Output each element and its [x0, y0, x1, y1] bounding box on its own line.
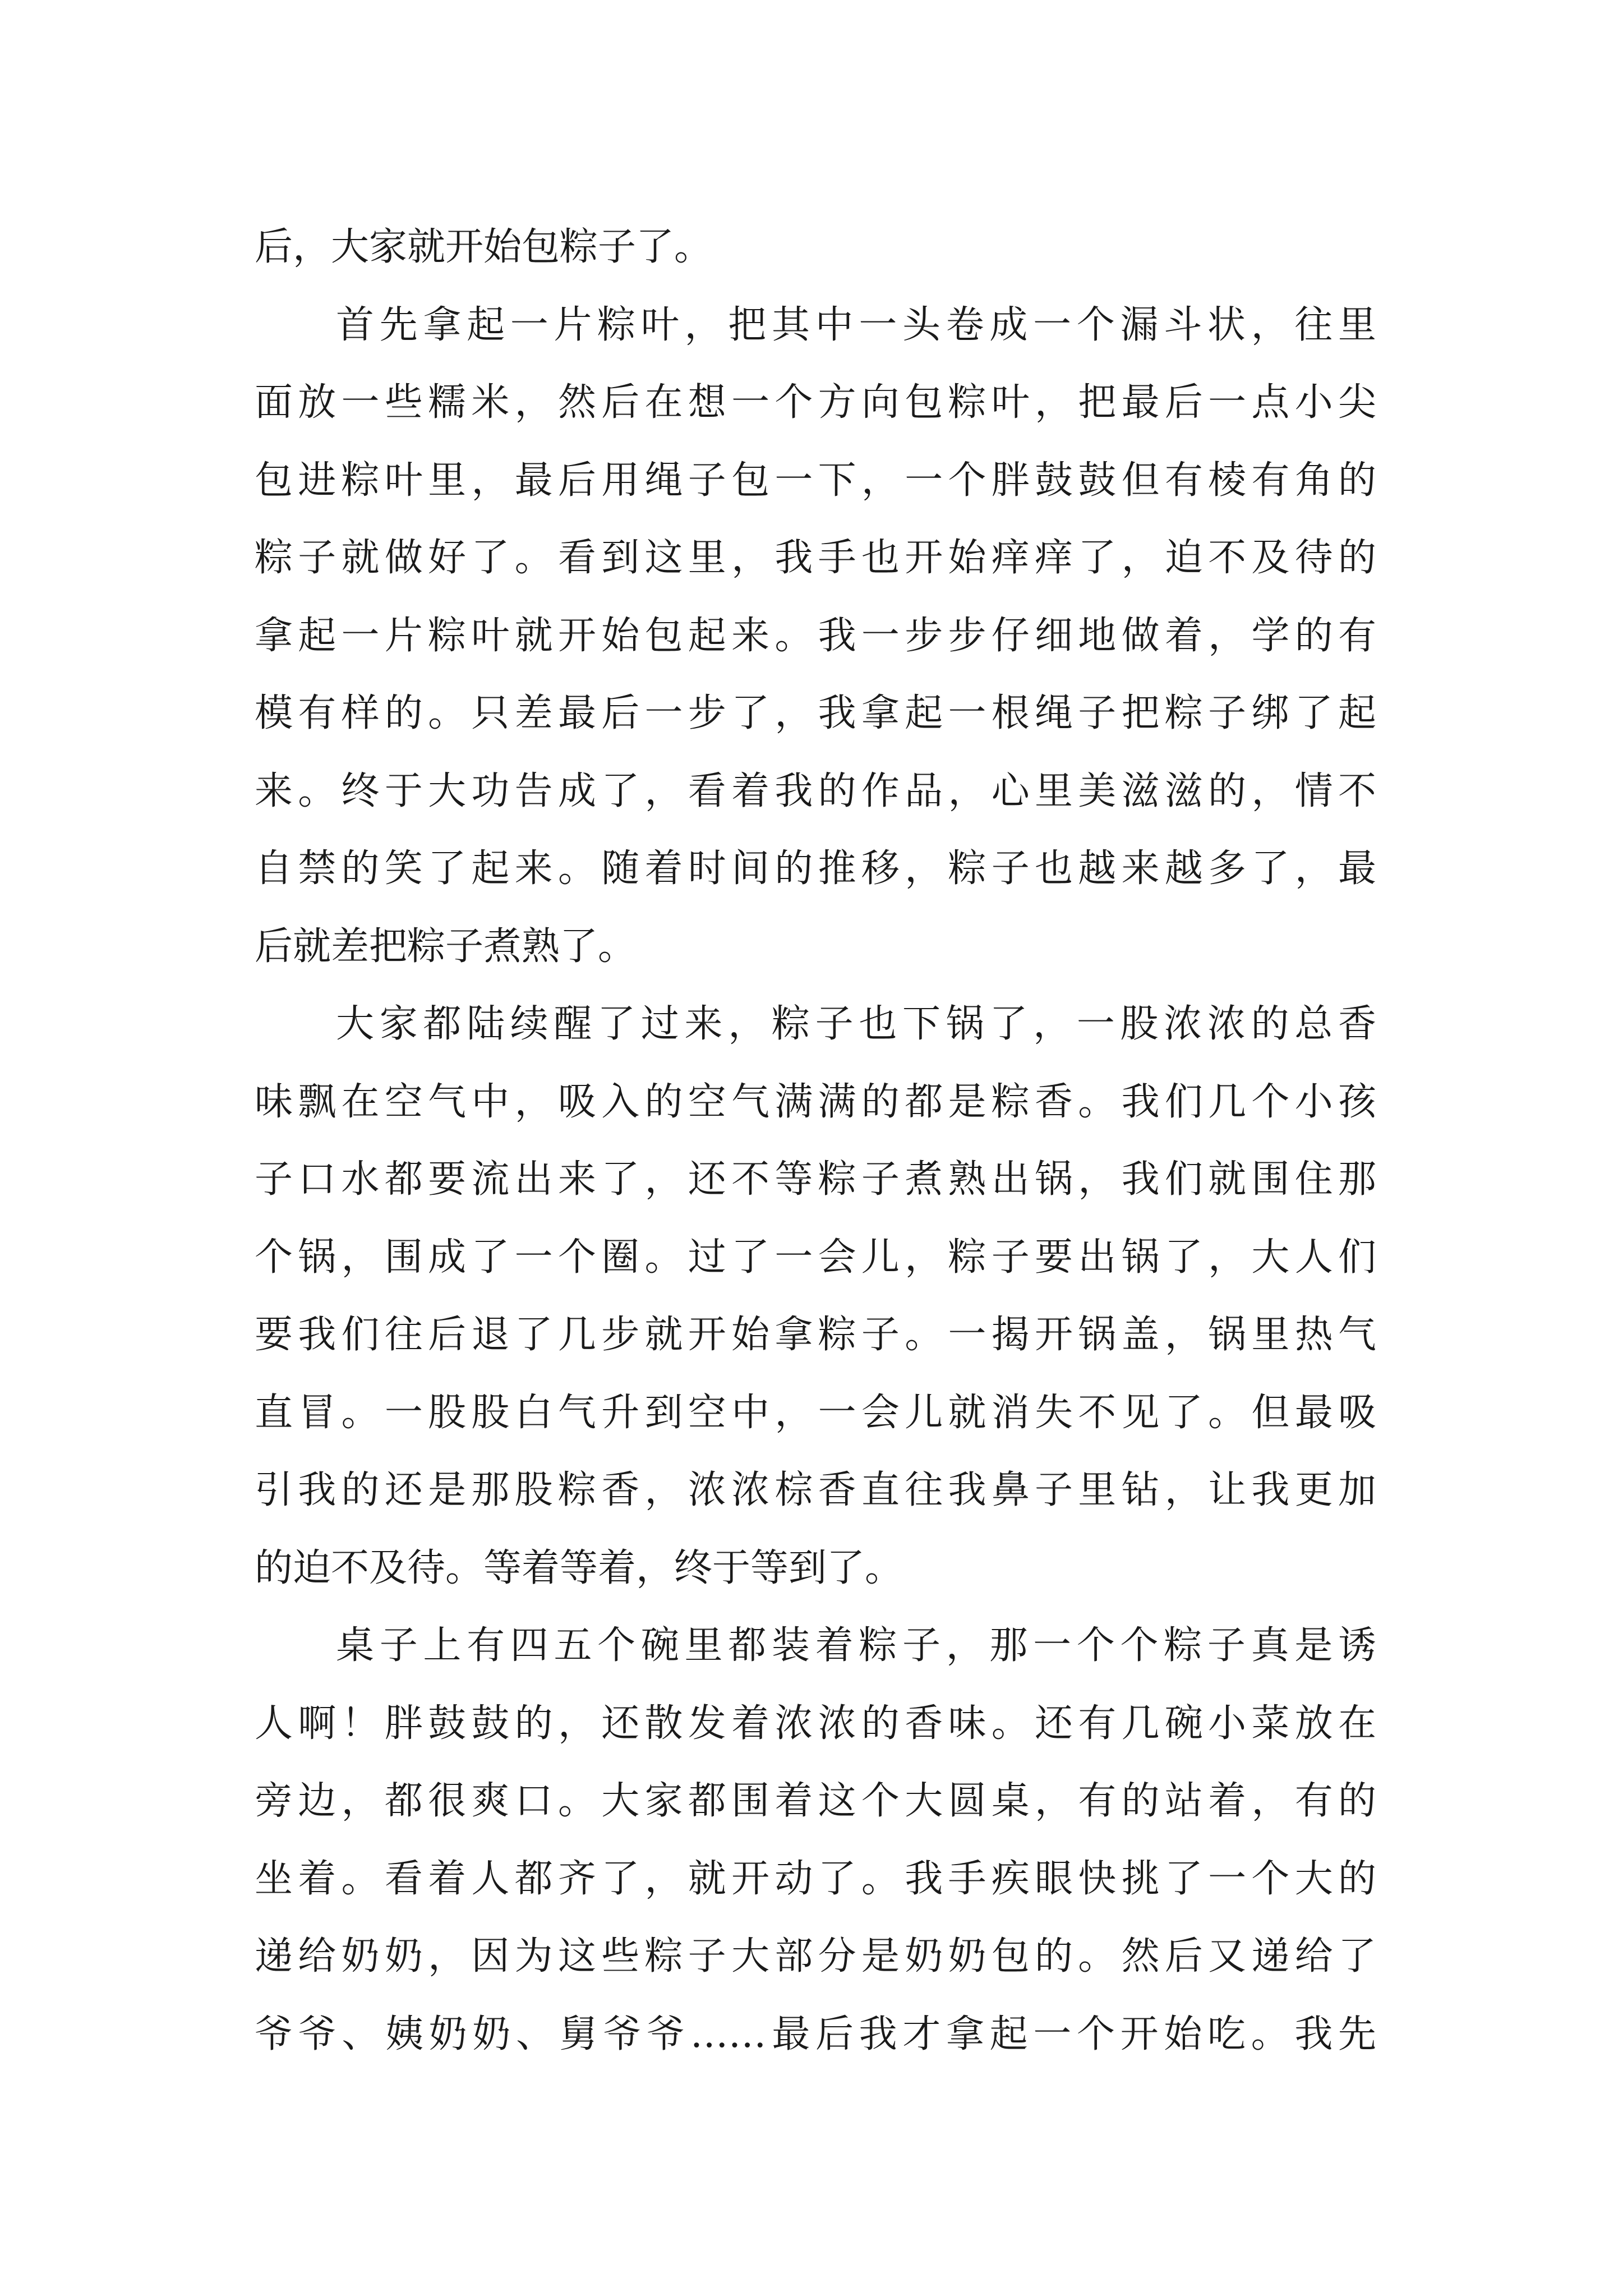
text-line: 味飘在空气中，吸入的空气满满的都是粽香。我们几个小孩 — [255, 1079, 1376, 1124]
text-line: 后，大家就开始包粽子了。 — [255, 225, 713, 269]
text-line: 子口水都要流出来了，还不等粽子煮熟出锅，我们就围住那 — [255, 1157, 1376, 1202]
text-line: 要我们往后退了几步就开始拿粽子。一揭开锅盖，锅里热气 — [255, 1313, 1376, 1357]
text-line: 包进粽叶里，最后用绳子包一下，一个胖鼓鼓但有棱有角的 — [255, 458, 1376, 503]
body-text — [255, 209, 1376, 2073]
text-line: 坐着。看着人都齐了，就开动了。我手疾眼快挑了一个大的 — [255, 1856, 1376, 1901]
text-line: 来。终于大功告成了，看着我的作品，心里美滋滋的，情不 — [255, 769, 1376, 813]
text-line: 引我的还是那股粽香，浓浓棕香直往我鼻子里钻，让我更加 — [255, 1468, 1376, 1512]
paragraph-first-line: 桌子上有四五个碗里都装着粽子，那一个个粽子真是诱 — [336, 1623, 1376, 1668]
text-line: 的迫不及待。等着等着，终于等到了。 — [255, 1545, 903, 1590]
text-line: 后就差把粽子煮熟了。 — [255, 924, 637, 969]
text-line: 拿起一片粽叶就开始包起来。我一步步仔细地做着，学的有 — [255, 613, 1376, 658]
paragraph-first-line: 首先拿起一片粽叶，把其中一头卷成一个漏斗状，往里 — [336, 302, 1376, 347]
text-line: 粽子就做好了。看到这里，我手也开始痒痒了，迫不及待的 — [255, 536, 1376, 580]
text-line: 爷爷、姨奶奶、舅爷爷……最后我才拿起一个开始吃。我先 — [255, 2012, 1376, 2056]
text-line: 个锅，围成了一个圈。过了一会儿，粽子要出锅了，大人们 — [255, 1235, 1376, 1280]
text-line: 直冒。一股股白气升到空中，一会儿就消失不见了。但最吸 — [255, 1390, 1376, 1435]
text-line: 人啊！胖鼓鼓的，还散发着浓浓的香味。还有几碗小菜放在 — [255, 1701, 1376, 1746]
text-line: 递给奶奶，因为这些粽子大部分是奶奶包的。然后又递给了 — [255, 1934, 1376, 1978]
text-line: 旁边，都很爽口。大家都围着这个大圆桌，有的站着，有的 — [255, 1779, 1376, 1823]
paragraph-first-line: 大家都陆续醒了过来，粽子也下锅了，一股浓浓的总香 — [336, 1002, 1376, 1046]
text-line: 自禁的笑了起来。随着时间的推移，粽子也越来越多了，最 — [255, 846, 1376, 891]
text-line: 面放一些糯米，然后在想一个方向包粽叶，把最后一点小尖 — [255, 380, 1376, 425]
text-line: 模有样的。只差最后一步了，我拿起一根绳子把粽子绑了起 — [255, 691, 1376, 735]
